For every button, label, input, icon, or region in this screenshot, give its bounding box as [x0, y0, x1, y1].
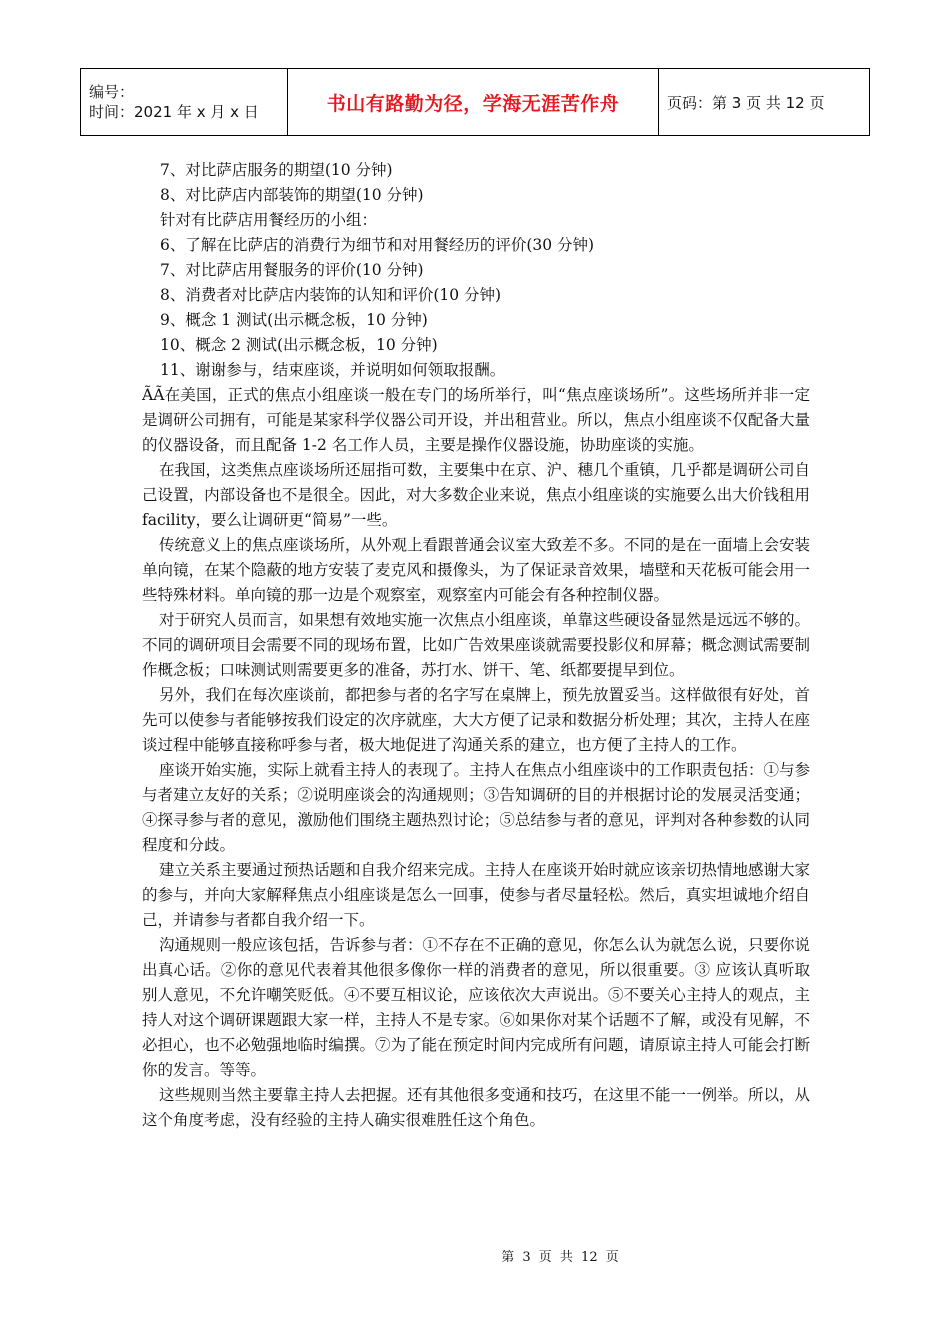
body-paragraph: 沟通规则一般应该包括，告诉参与者：①不存在不正确的意见，你怎么认为就怎么说，只要你说出真心话。②你的意见代表着其他很多像你一样的消费者的意见，所以很重要。③ 应该认真听取别人意见，不允许嘲笑贬低。④不要互相议论，应该依次大声说出。⑤不要关心主持人的观点，主持人对这个调研课题跟大家一样，主持人不是专家。⑥如果你对某个话题不了解，或没有见解，不必担心，也不必勉强地临时编撰。⑦为了能在预定时间内完成所有问题，请原谅主持人可能会打断你的发言。等等。 — [142, 936, 811, 1079]
agenda-item: 8、对比萨店内部装饰的期望(10 分钟) — [160, 186, 424, 204]
agenda-item: 7、对比萨店用餐服务的评价(10 分钟) — [160, 261, 424, 279]
header-meta — [81, 69, 288, 136]
body-paragraph: 建立关系主要通过预热话题和自我介绍来完成。主持人在座谈开始时就应该亲切热情地感谢大家的参与，并向大家解释焦点小组座谈是怎么一回事，使参与者尽量轻松。然后，真实坦诚地介绍自己，并请参与者都自我介绍一下。 — [142, 861, 811, 929]
agenda-item: 11、谢谢参与，结束座谈，并说明如何领取报酬。 — [160, 361, 506, 379]
agenda-item: 8、消费者对比萨店内装饰的认知和评价(10 分钟) — [160, 286, 502, 304]
body-paragraph: 另外，我们在每次座谈前，都把参与者的名字写在桌牌上，预先放置妥当。这样做很有好处，首先可以使参与者能够按我们设定的次序就座，大大方便了记录和数据分析处理；其次，主持人在座谈过程中能够直接称呼参与者，极大地促进了沟通关系的建立，也方便了主持人的工作。 — [142, 686, 811, 754]
body-paragraph: 对于研究人员而言，如果想有效地实施一次焦点小组座谈，单靠这些硬设备显然是远远不够的。不同的调研项目会需要不同的现场布置，比如广告效果座谈就需要投影仪和屏幕；概念测试需要制作概念板；口味测试则需要更多的准备，苏打水、饼干、笔、纸都要提早到位。 — [142, 611, 811, 679]
body-paragraph: 传统意义上的焦点座谈场所，从外观上看跟普通会议室大致差不多。不同的是在一面墙上会安装单向镜，在某个隐蔽的地方安装了麦克风和摄像头，为了保证录音效果，墙壁和天花板可能会用一些特殊材料。单向镜的那一边是个观察室，观察室内可能会有各种控制仪器。 — [142, 536, 811, 604]
agenda-item: 7、对比萨店服务的期望(10 分钟) — [160, 161, 393, 179]
agenda-group-heading: 针对有比萨店用餐经历的小组： — [160, 211, 378, 229]
document-body — [142, 158, 810, 1133]
body-paragraph: 在我国，这类焦点座谈场所还屈指可数，主要集中在京、沪、穗几个重镇，几乎都是调研公司自己设置，内部设备也不是很全。因此，对大多数企业来说，焦点小组座谈的实施要么出大价钱租用 facility，要么让调研更“简易”一些。 — [142, 461, 811, 529]
page-header — [80, 68, 870, 136]
page-footer: 第 3 页 共 12 页 — [501, 1250, 619, 1265]
document-number: 编号： — [89, 83, 135, 101]
header-page-info: 页码：第 3 页 共 12 页 — [659, 69, 870, 136]
header-motto: 书山有路勤为径，学海无涯苦作舟 — [288, 69, 659, 136]
body-paragraph: ÃÃ在美国，正式的焦点小组座谈一般在专门的场所举行，叫“焦点座谈场所”。这些场所并非一定是调研公司拥有，可能是某家科学仪器公司开设，并出租营业。所以，焦点小组座谈不仅配备大量的仪器设备，而且配备 1-2 名工作人员，主要是操作仪器设施，协助座谈的实施。 — [142, 386, 810, 454]
agenda-item: 10、概念 2 测试(出示概念板，10 分钟) — [160, 336, 438, 354]
document-date: 时间：2021 年 x 月 x 日 — [89, 103, 259, 121]
agenda-item: 6、了解在比萨店的消费行为细节和对用餐经历的评价(30 分钟) — [160, 236, 595, 254]
body-paragraph: 座谈开始实施，实际上就看主持人的表现了。主持人在焦点小组座谈中的工作职责包括：①与参与者建立友好的关系；②说明座谈会的沟通规则；③告知调研的目的并根据讨论的发展灵活变通；④探寻参与者的意见，激励他们围绕主题热烈讨论；⑤总结参与者的意见，评判对各种参数的认同程度和分歧。 — [142, 761, 811, 854]
agenda-item: 9、概念 1 测试(出示概念板，10 分钟) — [160, 311, 428, 329]
body-paragraph: 这些规则当然主要靠主持人去把握。还有其他很多变通和技巧，在这里不能一一例举。所以，从这个角度考虑，没有经验的主持人确实很难胜任这个角色。 — [142, 1086, 811, 1129]
